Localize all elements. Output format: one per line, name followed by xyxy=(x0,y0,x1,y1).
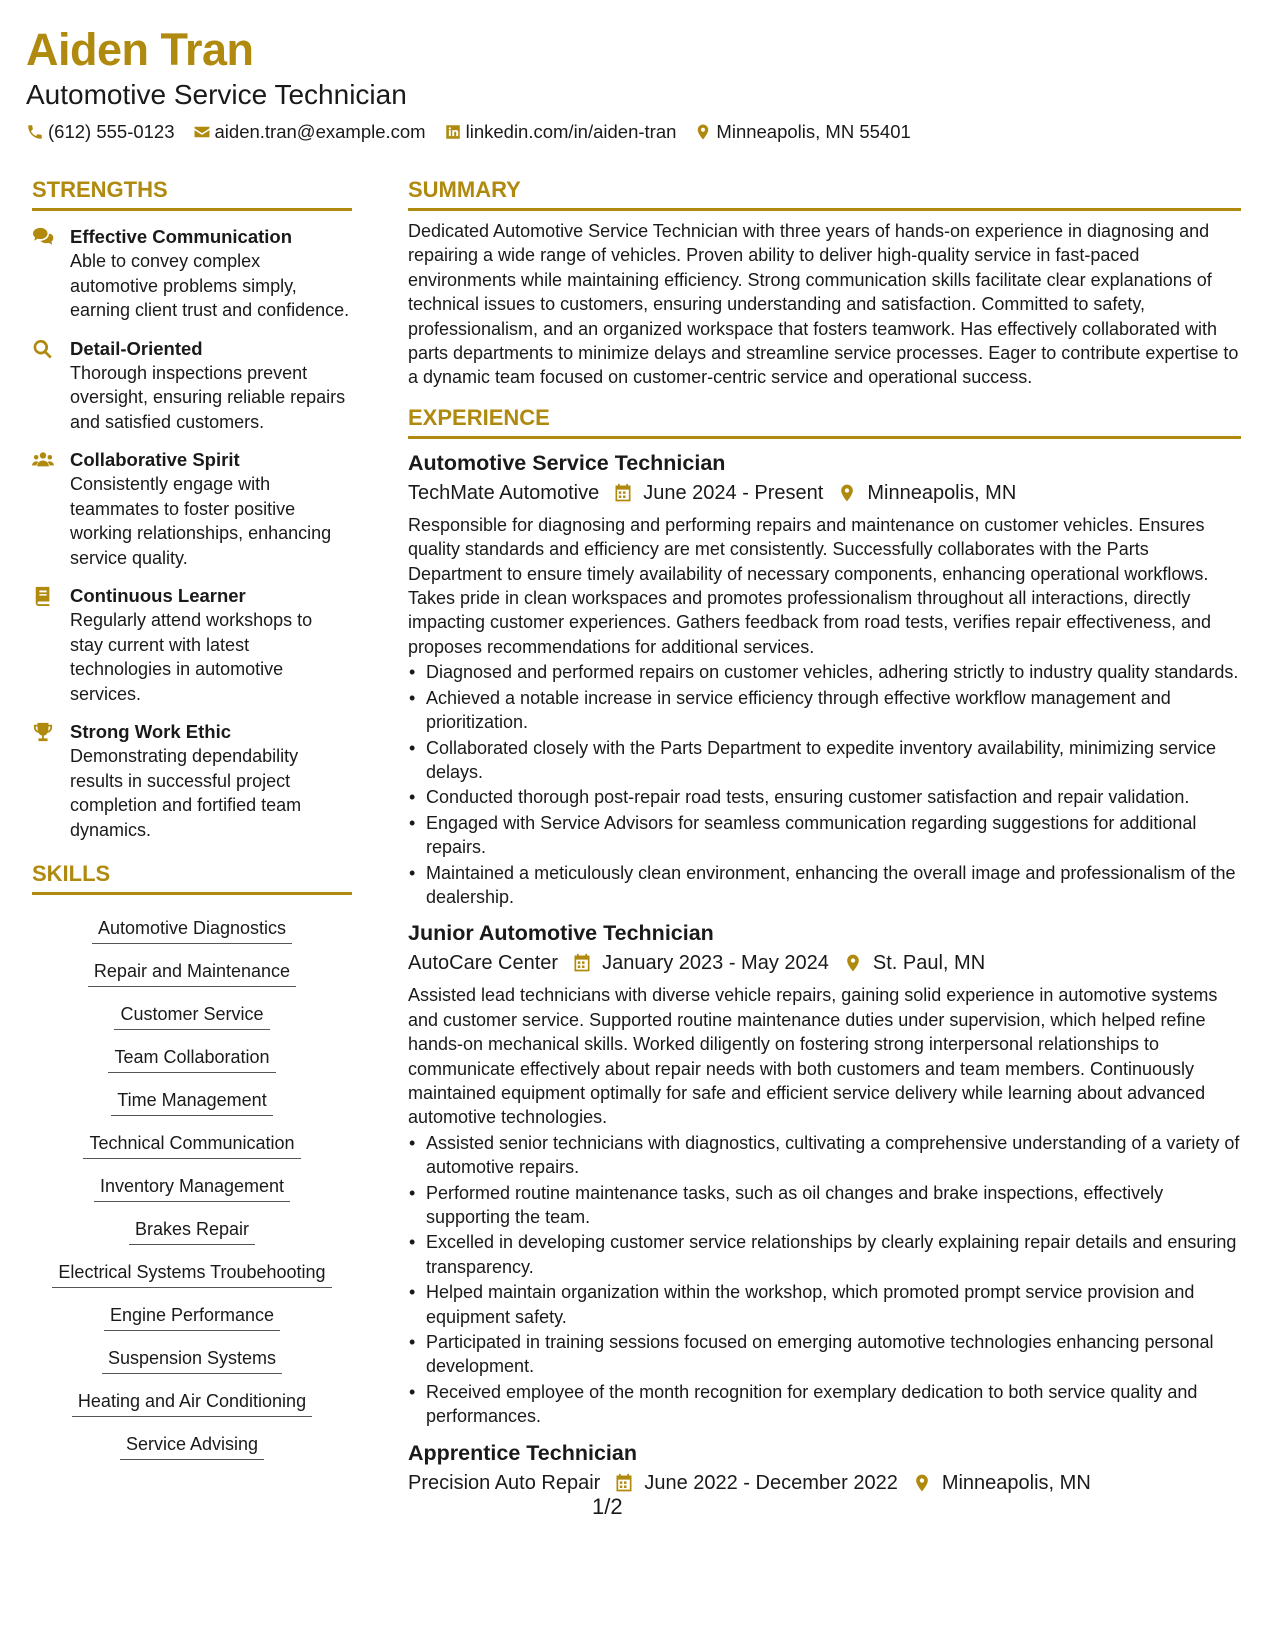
search-icon xyxy=(32,339,54,359)
job-bullet: • Achieved a notable increase in service efficiency through effective workflow management and prioritization. xyxy=(408,686,1241,735)
job-bullets xyxy=(408,660,1241,909)
left-column xyxy=(32,176,352,1460)
strength-item xyxy=(32,225,352,323)
job-bullet: • Excelled in developing customer service relationships by clearly explaining repair details and ensuring transparency. xyxy=(408,1230,1241,1279)
contact-email[interactable] xyxy=(193,120,426,144)
skill-tag: Suspension Systems xyxy=(102,1340,282,1374)
map-pin-icon xyxy=(694,123,712,141)
strength-title: Effective Communication xyxy=(70,226,293,247)
job-bullet: • Helped maintain organization within the workshop, which promoted prompt service provision and equipment safety. xyxy=(408,1280,1241,1329)
job-bullet: • Assisted senior technicians with diagnostics, cultivating a comprehensive understanding of a variety of automotive repairs. xyxy=(408,1131,1241,1180)
job-entry xyxy=(408,449,1241,910)
job-title: Junior Automotive Technician xyxy=(408,921,714,946)
trophy-icon xyxy=(32,722,54,742)
skill-tag: Technical Communication xyxy=(83,1125,300,1159)
phone-icon xyxy=(26,123,44,141)
job-dates: June 2022 - December 2022 xyxy=(644,1471,898,1494)
job-company: AutoCare Center xyxy=(408,952,559,975)
skill-tag: Time Management xyxy=(111,1082,272,1116)
skill-tag: Team Collaboration xyxy=(108,1039,275,1073)
page-number: 1/2 xyxy=(592,1494,623,1519)
skill-tag: Electrical Systems Troubehooting xyxy=(52,1254,331,1288)
linkedin-link[interactable]: linkedin.com/in/aiden-tran xyxy=(465,121,677,142)
candidate-title: Automotive Service Technician xyxy=(26,79,407,110)
skill-tag: Customer Service xyxy=(114,996,269,1030)
job-location: St. Paul, MN xyxy=(872,952,986,975)
job-entry xyxy=(408,1439,1241,1497)
book-icon xyxy=(32,586,54,606)
contact-phone xyxy=(26,120,175,144)
map-pin-icon xyxy=(843,953,863,973)
users-icon xyxy=(32,450,54,470)
strength-title: Strong Work Ethic xyxy=(70,721,232,742)
skill-tag: Inventory Management xyxy=(94,1168,290,1202)
calendar-icon xyxy=(613,483,633,503)
skill-tag: Service Advising xyxy=(120,1426,264,1460)
map-pin-icon xyxy=(912,1473,932,1493)
job-company: Precision Auto Repair xyxy=(408,1471,601,1494)
skill-tag: Brakes Repair xyxy=(129,1211,255,1245)
job-bullets xyxy=(408,1131,1241,1429)
strength-item xyxy=(32,337,352,435)
skills-list xyxy=(32,901,352,1460)
summary-text: Dedicated Automotive Service Technician with three years of hands-on experience in diagnosing and repairing a wide range of vehicles. Proven ability to deliver high-quality service in fast-paced environments while maintaining efficiency. Strong communication skills facilitate clear explanations of technical issues to customers, ensuring understanding and satisfaction. Committed to safety, professionalism, and an organized workspace that fosters teamwork. Has effectively collaborated with parts departments to minimize delays and streamline service processes. Eager to contribute expertise to a dynamic team focused on customer-centric service and operational success. xyxy=(408,221,1239,388)
job-dates: June 2024 - Present xyxy=(643,481,824,504)
summary-section xyxy=(408,176,1241,390)
job-bullet: • Diagnosed and performed repairs on customer vehicles, adhering strictly to industry quality standards. xyxy=(408,660,1241,684)
job-description: Assisted lead technicians with diverse vehicle repairs, gaining solid experience in automotive systems and customer service. Supported routine maintenance duties under supervision, which helped refine hands-on mechanical skills. Worked diligently on fostering strong interpersonal relationships to communicate effectively about repair needs with both customers and team members. Continuously maintained equipment optimally for safe and efficient service delivery while learning about advanced automotive technologies. xyxy=(408,985,1218,1128)
envelope-icon xyxy=(193,123,211,141)
job-bullet: • Received employee of the month recognition for exemplary dedication to both service quality and performances. xyxy=(408,1380,1241,1429)
job-meta xyxy=(408,479,1241,507)
linkedin-icon xyxy=(444,123,462,141)
right-column xyxy=(408,176,1241,1497)
skill-tag: Automotive Diagnostics xyxy=(92,910,292,944)
strength-desc: Consistently engage with teammates to foster positive working relationships, enhancing service quality. xyxy=(70,474,332,568)
strength-title: Collaborative Spirit xyxy=(70,449,240,470)
calendar-icon xyxy=(614,1473,634,1493)
contact-bar xyxy=(26,120,1246,144)
job-description: Responsible for diagnosing and performing repairs and maintenance on customer vehicles. Ensures quality standards and efficiency are met consistently. Successfully collaborates with the Parts Department to ensure timely availability of necessary components, enhancing operational workflows. Takes pride in clean workspaces and promotes professionalism throughout all interactions, directly impacting customer experiences. Gathers feedback from road tests, verifies repair effectiveness, and proposes recommendations for additional services. xyxy=(408,514,1212,657)
strength-item xyxy=(32,448,352,570)
job-bullet: • Performed routine maintenance tasks, such as oil changes and brake inspections, effectively supporting the team. xyxy=(408,1181,1241,1230)
comments-icon xyxy=(32,227,54,247)
map-pin-icon xyxy=(837,483,857,503)
strength-title: Detail-Oriented xyxy=(70,337,203,359)
contact-linkedin[interactable] xyxy=(444,120,677,144)
job-bullet: • Collaborated closely with the Parts Department to expedite inventory availability, minimizing service delays. xyxy=(408,736,1241,785)
experience-heading: EXPERIENCE xyxy=(408,404,1241,439)
job-title: Apprentice Technician xyxy=(408,1440,637,1465)
job-location: Minneapolis, MN xyxy=(941,1471,1091,1494)
calendar-icon xyxy=(572,953,592,973)
job-bullet: • Conducted thorough post-repair road tests, ensuring customer satisfaction and repair validation. xyxy=(408,785,1241,809)
job-bullet: • Participated in training sessions focused on emerging automotive technologies enhancing personal development. xyxy=(408,1330,1241,1379)
skill-tag: Engine Performance xyxy=(104,1297,280,1331)
job-entry xyxy=(408,919,1241,1428)
experience-section xyxy=(408,404,1241,1497)
contact-location xyxy=(694,120,910,144)
job-meta xyxy=(408,949,1241,977)
job-company: TechMate Automotive xyxy=(408,481,600,504)
phone-text: (612) 555-0123 xyxy=(48,121,175,142)
resume-header xyxy=(26,26,1246,144)
location-text: Minneapolis, MN 55401 xyxy=(716,121,911,142)
strength-desc: Able to convey complex automotive problems simply, earning client trust and confidence. xyxy=(70,251,350,320)
strengths-section xyxy=(32,176,352,842)
job-bullet: • Engaged with Service Advisors for seamless communication regarding suggestions for additional repairs. xyxy=(408,811,1241,860)
strength-desc: Regularly attend workshops to stay current with latest technologies in automotive services. xyxy=(70,610,313,704)
job-title: Automotive Service Technician xyxy=(408,450,726,475)
skills-heading: SKILLS xyxy=(32,860,352,895)
strength-item xyxy=(32,584,352,706)
strength-item xyxy=(32,720,352,842)
skill-tag: Heating and Air Conditioning xyxy=(72,1383,312,1417)
email-link[interactable]: aiden.tran@example.com xyxy=(214,121,426,142)
summary-heading: SUMMARY xyxy=(408,176,1241,211)
job-dates: January 2023 - May 2024 xyxy=(602,952,829,975)
strength-title: Continuous Learner xyxy=(70,585,246,606)
candidate-name: Aiden Tran xyxy=(26,24,254,75)
job-meta xyxy=(408,1469,1241,1497)
strength-desc: Demonstrating dependability results in successful project completion and fortified team dynamics. xyxy=(70,746,302,840)
strengths-heading: STRENGTHS xyxy=(32,176,352,211)
job-bullet: • Maintained a meticulously clean environment, enhancing the overall image and professionalism of the dealership. xyxy=(408,861,1241,910)
strength-desc: Thorough inspections prevent oversight, ensuring reliable repairs and satisfied customers. xyxy=(70,362,346,432)
skill-tag: Repair and Maintenance xyxy=(88,953,296,987)
job-location: Minneapolis, MN xyxy=(867,481,1017,504)
skills-section xyxy=(32,860,352,1460)
